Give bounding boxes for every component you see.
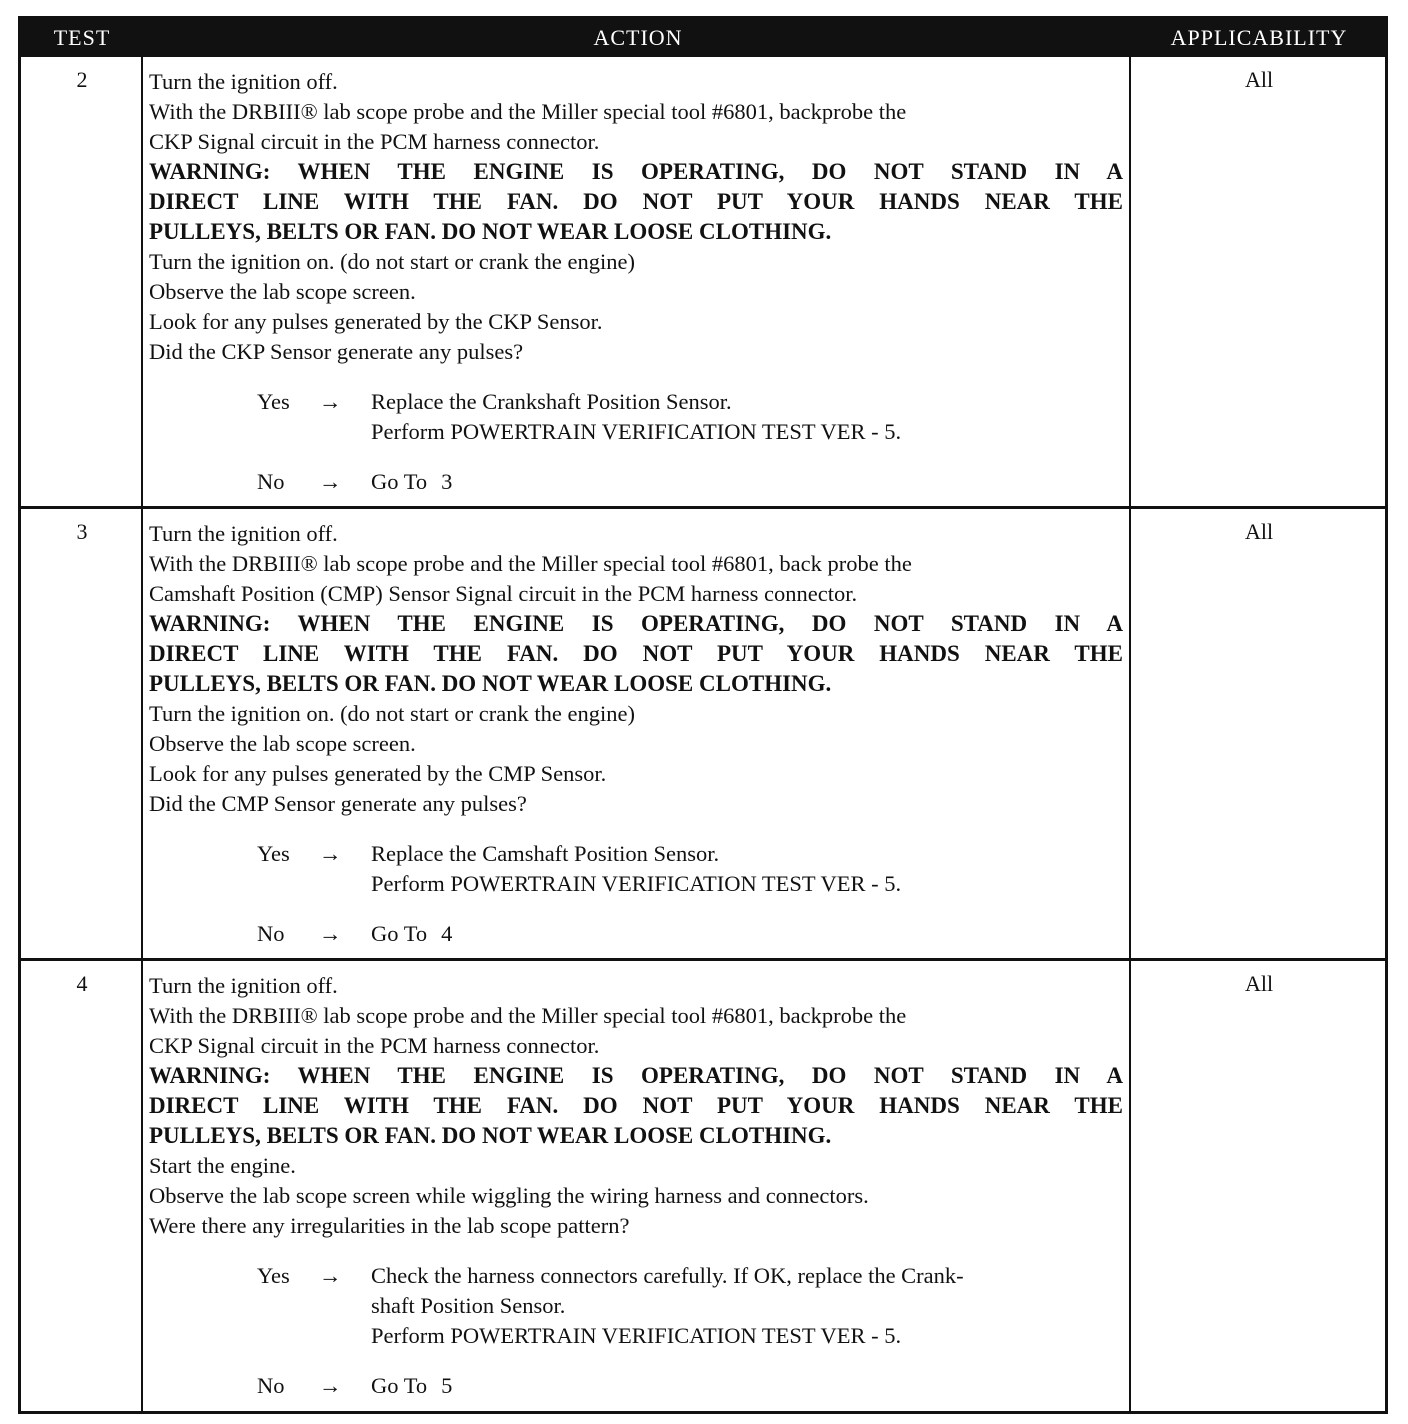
yes-outcome — [149, 1261, 1123, 1351]
applicability: All — [1244, 67, 1274, 92]
column-divider — [141, 961, 143, 1411]
right-arrow-icon: → — [319, 841, 342, 866]
warning-line: WARNING: WHEN THE ENGINE IS OPERATING, DO NOT STAND IN A — [149, 611, 1123, 636]
action-line: With the DRBIII® lab scope probe and the Miller special tool #6801, backprobe the — [149, 1003, 907, 1028]
applicability: All — [1244, 971, 1274, 996]
no-outcome — [149, 1371, 1123, 1401]
action-cell — [149, 971, 1123, 1401]
action-line: Turn the ignition off. — [149, 521, 338, 546]
action-line: Observe the lab scope screen. — [149, 731, 416, 756]
diagnostic-test-table — [18, 16, 1388, 1414]
action-line: Turn the ignition on. (do not start or crank the engine) — [149, 249, 635, 274]
column-divider — [1129, 509, 1131, 958]
no-outcome — [149, 467, 1123, 497]
yes-line: Perform POWERTRAIN VERIFICATION TEST VER - 5. — [371, 1323, 902, 1348]
right-arrow-icon: → — [319, 389, 342, 414]
warning-text — [149, 609, 1123, 699]
yes-line: Perform POWERTRAIN VERIFICATION TEST VER - 5. — [371, 419, 902, 444]
warning-line: DIRECT LINE WITH THE FAN. DO NOT PUT YOUR HANDS NEAR THE — [149, 189, 1123, 214]
right-arrow-icon: → — [319, 1373, 342, 1398]
action-line: Look for any pulses generated by the CKP Sensor. — [149, 309, 603, 334]
action-line: Start the engine. — [149, 1153, 296, 1178]
test-number: 4 — [76, 971, 88, 996]
header-action: ACTION — [593, 25, 683, 50]
warning-line: DIRECT LINE WITH THE FAN. DO NOT PUT YOUR HANDS NEAR THE — [149, 1093, 1123, 1118]
yes-label: Yes — [257, 1263, 290, 1288]
yes-label: Yes — [257, 389, 290, 414]
action-line: Turn the ignition on. (do not start or crank the engine) — [149, 701, 635, 726]
action-line: Turn the ignition off. — [149, 973, 338, 998]
action-line: Were there any irregularities in the lab scope pattern? — [149, 1213, 630, 1238]
action-line: Turn the ignition off. — [149, 69, 338, 94]
action-line: Did the CMP Sensor generate any pulses? — [149, 791, 527, 816]
goto-number: 4 — [441, 921, 453, 946]
action-line: Camshaft Position (CMP) Sensor Signal circuit in the PCM harness connector. — [149, 581, 858, 606]
no-label: No — [257, 469, 285, 494]
test-number: 2 — [76, 67, 88, 92]
goto-text: Go To — [371, 921, 428, 946]
warning-line: PULLEYS, BELTS OR FAN. DO NOT WEAR LOOSE CLOTHING. — [149, 219, 832, 244]
action-cell — [149, 519, 1123, 949]
header-applicability: APPLICABILITY — [1170, 25, 1348, 50]
no-label: No — [257, 1373, 285, 1398]
warning-line: PULLEYS, BELTS OR FAN. DO NOT WEAR LOOSE CLOTHING. — [149, 1123, 832, 1148]
column-divider — [141, 509, 143, 958]
action-line: Did the CKP Sensor generate any pulses? — [149, 339, 524, 364]
action-line: CKP Signal circuit in the PCM harness connector. — [149, 1033, 600, 1058]
goto-number: 5 — [441, 1373, 453, 1398]
column-divider — [1129, 961, 1131, 1411]
yes-line: Replace the Camshaft Position Sensor. — [371, 841, 720, 866]
right-arrow-icon: → — [319, 469, 342, 494]
warning-line: WARNING: WHEN THE ENGINE IS OPERATING, DO NOT STAND IN A — [149, 1063, 1123, 1088]
action-line: With the DRBIII® lab scope probe and the Miller special tool #6801, back probe the — [149, 551, 912, 576]
table-row — [21, 57, 1385, 509]
right-arrow-icon: → — [319, 1263, 342, 1288]
yes-line: Check the harness connectors carefully. If OK, replace the Crank- — [371, 1263, 964, 1288]
no-label: No — [257, 921, 285, 946]
goto-number: 3 — [441, 469, 453, 494]
yes-line: Perform POWERTRAIN VERIFICATION TEST VER - 5. — [371, 871, 902, 896]
table-row — [21, 961, 1385, 1411]
action-cell — [149, 67, 1123, 497]
action-line: With the DRBIII® lab scope probe and the Miller special tool #6801, backprobe the — [149, 99, 907, 124]
table-header — [21, 19, 1385, 57]
column-divider — [1129, 57, 1131, 506]
right-arrow-icon: → — [319, 921, 342, 946]
column-divider — [141, 57, 143, 506]
goto-text: Go To — [371, 1373, 428, 1398]
warning-text — [149, 157, 1123, 247]
header-test: TEST — [53, 25, 111, 50]
yes-line: Replace the Crankshaft Position Sensor. — [371, 389, 732, 414]
yes-label: Yes — [257, 841, 290, 866]
action-line: Look for any pulses generated by the CMP Sensor. — [149, 761, 607, 786]
yes-outcome — [149, 839, 1123, 899]
action-line: CKP Signal circuit in the PCM harness connector. — [149, 129, 600, 154]
warning-line: DIRECT LINE WITH THE FAN. DO NOT PUT YOUR HANDS NEAR THE — [149, 641, 1123, 666]
yes-line: shaft Position Sensor. — [371, 1293, 566, 1318]
test-number: 3 — [76, 519, 88, 544]
applicability: All — [1244, 519, 1274, 544]
action-line: Observe the lab scope screen. — [149, 279, 416, 304]
action-line: Observe the lab scope screen while wiggling the wiring harness and connectors. — [149, 1183, 869, 1208]
no-outcome — [149, 919, 1123, 949]
warning-line: WARNING: WHEN THE ENGINE IS OPERATING, DO NOT STAND IN A — [149, 159, 1123, 184]
warning-text — [149, 1061, 1123, 1151]
warning-line: PULLEYS, BELTS OR FAN. DO NOT WEAR LOOSE CLOTHING. — [149, 671, 832, 696]
goto-text: Go To — [371, 469, 428, 494]
table-row — [21, 509, 1385, 961]
yes-outcome — [149, 387, 1123, 447]
